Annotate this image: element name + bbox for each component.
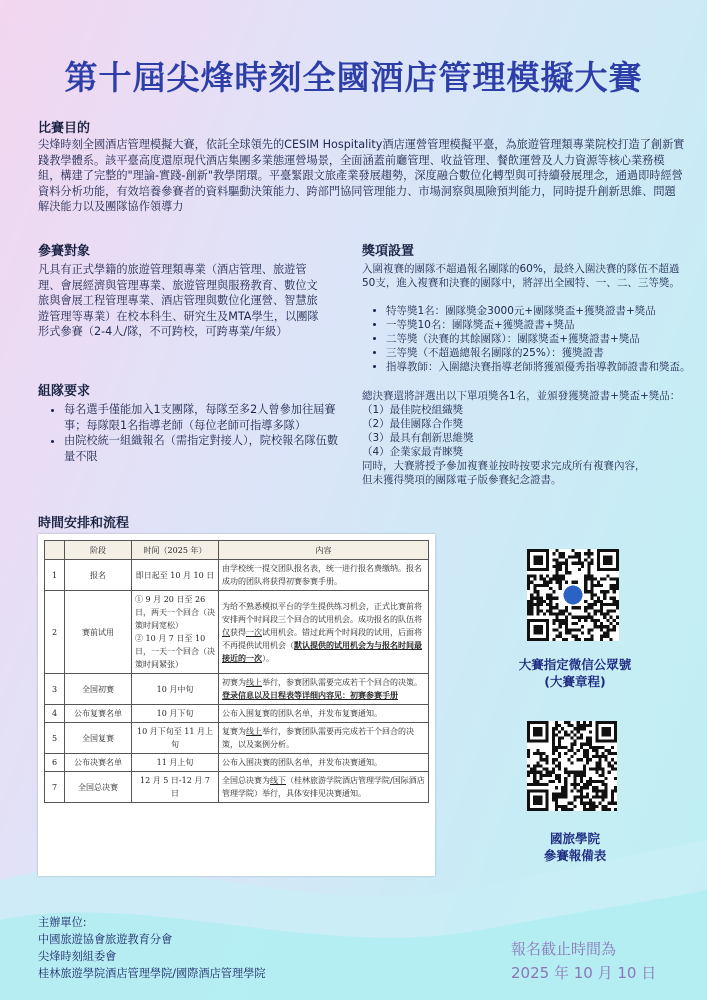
table-row <box>45 723 429 754</box>
content-cell: 由学校统一提交团队报名表，统一进行报名费缴纳。报名成功的团队将获得初赛参赛手册。 <box>219 560 429 591</box>
organizer-line: 桂林旅遊學院酒店管理學院/國際酒店管理學院 <box>38 967 266 980</box>
purpose-text: 尖烽時刻全國酒店管理模擬大賽，依託全球領先的CESIM Hospitality酒店運營管理模擬平臺，為旅遊管理類專業院校打造了創新實踐教學體系。該平臺高度還原現代酒店集團多業態運營場景，全面涵蓋前廳管理、收益管理、餐飲運營及人力資源等核心業務模組，構建了完整的"理論-實踐-創新"教學閉環。平臺緊跟文旅產業發展趨勢，深度融合數位化轉型與可持續發展理念，通過即時經營資料分析功能，有效培養參賽者的資料驅動決策能力、跨部門協同管理能力、市場洞察與風險預判能力，同時提升創新思維、問題解決能力以及團隊協作領導力 <box>38 138 685 213</box>
list-item: • 一等獎10名：團隊獎盃+獲獎證書+獎品 <box>386 318 706 332</box>
eligibility-heading: 參賽對象 <box>38 244 91 259</box>
table-header-row <box>45 541 429 560</box>
content-text: 试用机会。错过此两个时间段的试用，后面将不再提供试用机会（ <box>222 627 422 650</box>
list-item: • 特等獎1名：團隊獎金3000元+團隊獎盃+獲獎證書+獎品 <box>386 304 706 318</box>
list-item: （2）最佳團隊合作獎 <box>362 418 464 430</box>
deadline-label: 報名截止時間為 <box>511 940 617 958</box>
awards-heading: 獎項設置 <box>362 244 415 259</box>
content-cell <box>219 723 429 754</box>
list-item: • 指導教師：入圍總決賽指導老師將獲頒優秀指導教師證書和獎盃。 <box>386 360 706 374</box>
content-cell: 公布入围复赛的团队名单，并发布复赛通知。 <box>219 705 429 723</box>
stage-cell: 报名 <box>65 560 132 591</box>
page-title: 第十屆尖烽時刻全國酒店管理模擬大賽 <box>64 58 643 97</box>
purpose-heading: 比賽目的 <box>38 121 91 136</box>
schedule-table <box>44 540 429 803</box>
single-awards-block <box>362 389 692 487</box>
row-number: 1 <box>45 560 65 591</box>
list-item: （1）最佳院校組織獎 <box>362 404 464 416</box>
single-awards-intro: 總決賽還將評選出以下單項獎各1名，並頒發獲獎證書+獎盃+獎品： <box>362 390 681 402</box>
awards-intro: 入圍複賽的團隊不超過報名團隊的60%，最終入圍決賽的隊伍不超過50支，進入複賽和決賽的團隊中，將評出全國特、一、二、三等獎。 <box>362 263 680 289</box>
table-row <box>45 674 429 705</box>
content-text: ）。 <box>262 653 274 663</box>
qr-label-line: 國旅學院 <box>549 831 600 846</box>
time-cell: 12 月 5 日-12 月 7 日 <box>132 772 219 803</box>
content-cell <box>219 591 429 674</box>
list-item: • 三等獎（不超過總報名團隊的25%）：獲獎證書 <box>386 346 706 360</box>
stage-cell: 公布复赛名单 <box>65 705 132 723</box>
table-row <box>45 591 429 674</box>
content-emphasis: 线上 <box>246 678 262 687</box>
team-requirements-list <box>46 402 346 464</box>
list-item: （3）最具有創新思維獎 <box>362 432 474 444</box>
content-text: （桂林旅游学院酒店管理学院/国际酒店管理学院）举行，具体安排见决赛通知。 <box>222 776 425 798</box>
registration-form-qr-code[interactable] <box>527 721 617 811</box>
qr-label-line: (大賽章程) <box>544 674 606 689</box>
list-item: • 由院校統一組織報名（需指定對接人），院校報名隊伍數量不限 <box>64 433 346 464</box>
content-emphasis: 线下 <box>270 776 286 785</box>
table-row <box>45 560 429 591</box>
content-text: 举行，参赛团队需要再完成若干个回合的决策，以及案例分析。 <box>222 727 414 749</box>
eligibility-text: 凡具有正式學籍的旅遊管理類專業（酒店管理、旅遊管理、會展經濟與管理專業、旅遊管理與服務教育、數位文旅與會展工程管理專業、酒店管理與數位化運營、智慧旅遊管理等專業）在校本科生、研究生及MTA學生，以團隊形式參賽（2-4人/隊，不可跨校，可跨專業/年級） <box>38 263 319 338</box>
row-number: 4 <box>45 705 65 723</box>
column-header: 阶段 <box>65 541 132 560</box>
content-text: 获得 <box>230 627 246 637</box>
list-item: （4）企業家最青睞獎 <box>362 446 464 458</box>
deadline-date: 2025 年 10 月 10 日 <box>511 964 657 982</box>
qr-code-icon <box>527 549 619 641</box>
qr-code-icon <box>527 721 617 811</box>
time-cell: 11 月上旬 <box>132 754 219 772</box>
stage-cell: 全国复赛 <box>65 723 132 754</box>
schedule-heading: 時間安排和流程 <box>38 516 130 531</box>
row-number: 6 <box>45 754 65 772</box>
schedule-table-image <box>38 534 435 876</box>
row-number: 2 <box>45 591 65 674</box>
time-option-1: ① 9 月 20 日至 26 日，两天一个回合（决策时间宽松） <box>135 595 215 630</box>
registration-deadline <box>511 937 656 985</box>
content-text: 初赛为 <box>222 678 246 687</box>
content-text: 复赛为 <box>222 727 246 736</box>
wechat-qr-code[interactable] <box>527 549 619 641</box>
table-row <box>45 772 429 803</box>
content-emphasis: 登录信息以及日程表等详细内容见：初赛参赛手册 <box>222 690 398 700</box>
row-number: 5 <box>45 723 65 754</box>
stage-cell: 全国初赛 <box>65 674 132 705</box>
stage-cell: 全国总决赛 <box>65 772 132 803</box>
content-cell <box>219 674 429 705</box>
content-cell: 公布入围决赛的团队名单，并发布决赛通知。 <box>219 754 429 772</box>
row-number: 3 <box>45 674 65 705</box>
team-heading: 組隊要求 <box>38 384 91 399</box>
row-number: 7 <box>45 772 65 803</box>
content-emphasis: 仅 <box>222 627 230 637</box>
stage-cell: 赛前试用 <box>65 591 132 674</box>
awards-list <box>368 304 706 374</box>
time-cell: 10 月下旬至 11 月上旬 <box>132 723 219 754</box>
wechat-qr-label <box>500 656 650 690</box>
content-emphasis: 一次 <box>246 627 262 637</box>
organizer-line: 尖烽時刻組委會 <box>38 950 117 963</box>
table-row <box>45 705 429 723</box>
closing-note-line: 但未獲得獎項的團隊電子版參賽紀念證書。 <box>362 474 562 486</box>
column-header: 时间（2025 年） <box>132 541 219 560</box>
list-item: • 每名選手僅能加入1支團隊，每隊至多2人曾參加往屆賽事；每隊限1名指導老師（每位老師可指導多隊） <box>64 402 346 433</box>
organizers-block <box>38 914 266 982</box>
column-header: 内容 <box>219 541 429 560</box>
content-cell <box>219 772 429 803</box>
time-option-2: ② 10 月 7 日至 10 日，一天一个回合（决策时间紧张） <box>135 634 215 669</box>
time-cell: 10 月下旬 <box>132 705 219 723</box>
time-cell: 即日起至 10 月 10 日 <box>132 560 219 591</box>
time-cell <box>132 591 219 674</box>
stage-cell: 公布决赛名单 <box>65 754 132 772</box>
organizer-line: 中國旅遊協會旅遊教育分會 <box>38 933 173 946</box>
time-cell: 10 月中旬 <box>132 674 219 705</box>
column-header <box>45 541 65 560</box>
content-text: 为给不熟悉模拟平台的学生提供练习机会，正式比赛前将安排两个时间段三个回合的试用机会。成功报名的队伍将 <box>222 601 422 624</box>
qr-label-line: 大賽指定微信公眾號 <box>518 657 632 672</box>
content-text: 举行，参赛团队需要完成若干个回合的决策。 <box>262 678 422 687</box>
closing-note-line: 同時，大賽將授予參加複賽並按時按要求完成所有複賽內容， <box>362 460 646 472</box>
list-item: • 二等獎（決賽的其餘團隊）：團隊獎盃+獲獎證書+獎品 <box>386 332 706 346</box>
content-emphasis: 线上 <box>246 727 262 736</box>
organizers-heading: 主辦單位: <box>38 916 87 929</box>
content-text: 全国总决赛为 <box>222 776 270 785</box>
content-emphasis: 默认提供的试用机会为与报名时间最接近的一次 <box>222 639 422 663</box>
registration-form-qr-label <box>500 830 650 864</box>
table-row <box>45 754 429 772</box>
qr-label-line: 參賽報備表 <box>543 848 607 863</box>
